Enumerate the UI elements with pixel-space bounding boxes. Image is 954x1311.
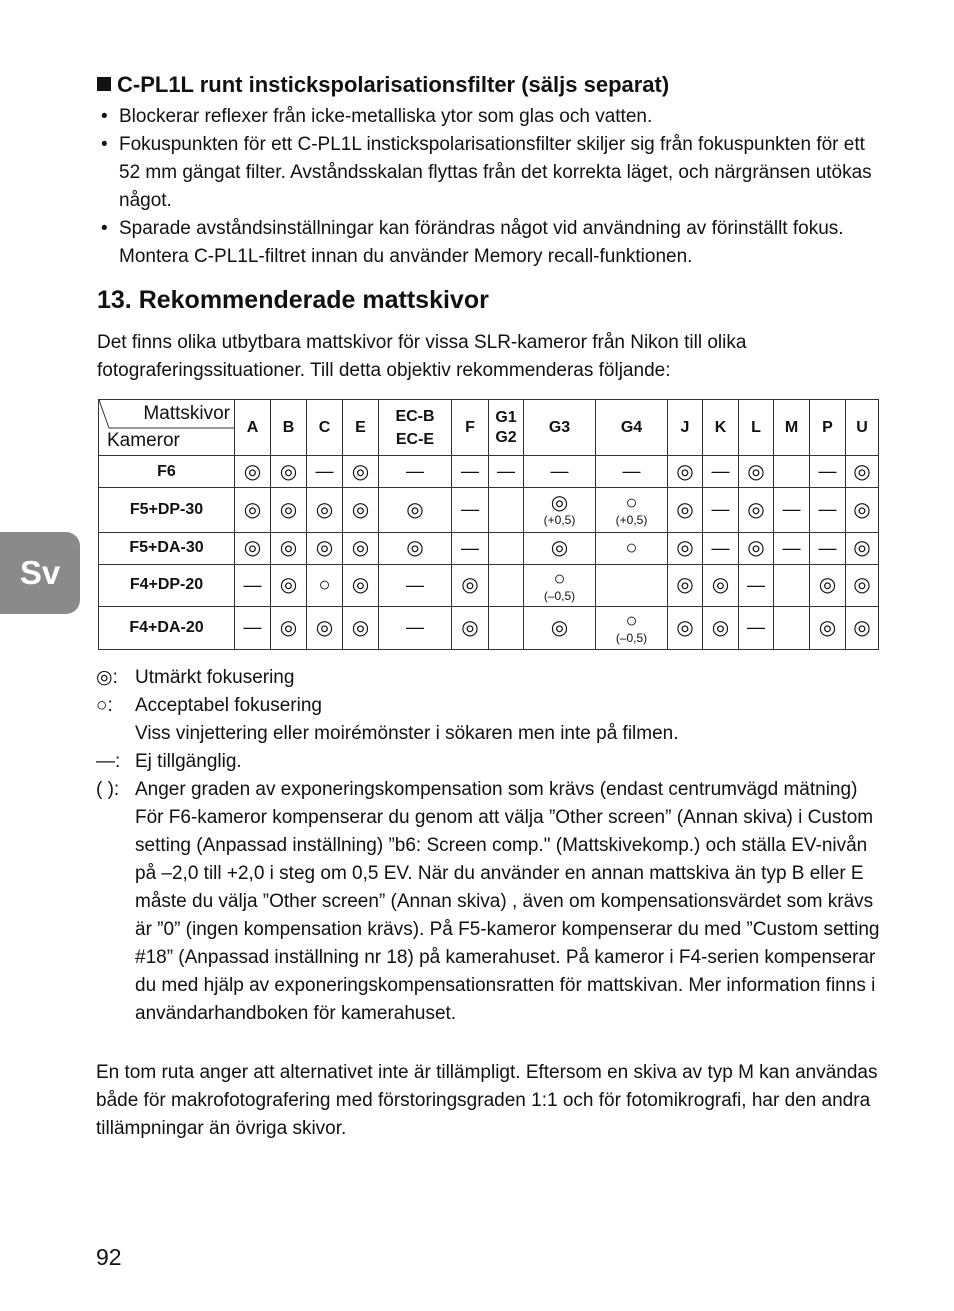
- col-header: B: [271, 400, 307, 456]
- camera-name-cell: F5+DA-30: [99, 532, 235, 564]
- not-available-icon: —: [747, 617, 765, 638]
- acceptable-focus-icon: ○: [625, 610, 638, 633]
- excellent-focus-icon: ◎: [351, 616, 370, 639]
- excellent-focus-icon: ◎: [279, 616, 298, 639]
- excellent-focus-icon: ◎: [550, 492, 569, 515]
- table-cell: [703, 532, 739, 564]
- table-cell: [739, 488, 774, 532]
- table-cell: [668, 456, 703, 488]
- not-available-icon: —: [782, 499, 801, 520]
- not-available-icon: —: [315, 461, 334, 482]
- table-cell: [668, 532, 703, 564]
- table-cell: [596, 564, 668, 606]
- table-cell: [810, 456, 846, 488]
- table-cell: [739, 564, 774, 606]
- table-cell: [343, 488, 379, 532]
- legend-item-parentheses: [96, 776, 886, 1028]
- col-header-g1: G1: [495, 408, 517, 426]
- table-cell: [703, 456, 739, 488]
- col-header: K: [703, 400, 739, 456]
- excellent-focus-icon: ◎: [406, 498, 424, 521]
- acceptable-focus-icon: ○: [553, 567, 566, 590]
- parentheses-symbol: ( ):: [96, 779, 120, 800]
- acceptable-focus-icon: ○: [318, 574, 331, 597]
- table-cell: [271, 532, 307, 564]
- table-cell: [235, 456, 271, 488]
- table-cell: [524, 488, 596, 532]
- excellent-focus-icon: ◎: [747, 537, 765, 560]
- legend-item-excellent: [96, 664, 886, 692]
- table-row: [99, 488, 879, 532]
- table-cell: [846, 456, 879, 488]
- table-cell: [379, 606, 452, 649]
- compensation-note: (+0,5): [543, 513, 576, 528]
- table-cell: [452, 532, 489, 564]
- not-available-icon: —: [243, 574, 262, 595]
- table-cell: [774, 456, 810, 488]
- not-available-icon: —: [747, 574, 765, 595]
- excellent-focus-icon: ◎: [818, 574, 837, 597]
- table-cell: [379, 564, 452, 606]
- table-cell: [774, 488, 810, 532]
- table-cell: [774, 606, 810, 649]
- table-cell: [846, 564, 879, 606]
- language-tab-sv: Sv: [0, 532, 80, 614]
- not-available-icon: —: [818, 499, 837, 520]
- not-available-icon: —: [782, 537, 801, 558]
- table-cell: [489, 564, 524, 606]
- excellent-focus-icon: ◎: [676, 616, 694, 639]
- acceptable-focus-icon: ○:: [96, 695, 113, 716]
- not-available-icon: —: [461, 537, 479, 558]
- table-cell: [524, 532, 596, 564]
- legend-acceptable-note: Viss vinjettering eller moirémönster i sökaren men inte på filmen.: [135, 723, 679, 744]
- section-title-screens: 13. Rekommenderade mattskivor: [97, 286, 489, 314]
- excellent-focus-icon: ◎: [676, 460, 694, 483]
- table-cell: [235, 564, 271, 606]
- not-available-icon: —: [461, 499, 479, 520]
- not-available-icon: —: [622, 461, 641, 482]
- table-cell: [596, 606, 668, 649]
- table-cell: [379, 456, 452, 488]
- excellent-focus-icon: ◎: [461, 574, 479, 597]
- legend: [96, 664, 886, 1028]
- bullet-item: • Blockerar reflexer från icke-metalliska ytor som glas och vatten.: [97, 103, 887, 131]
- excellent-focus-icon: ◎: [818, 616, 837, 639]
- focusing-screen-table: [98, 399, 879, 650]
- not-available-icon: —: [406, 617, 424, 638]
- col-header: L: [739, 400, 774, 456]
- table-cell: [739, 606, 774, 649]
- excellent-focus-icon: ◎: [315, 616, 334, 639]
- table-row: [99, 456, 879, 488]
- excellent-focus-icon: ◎: [676, 574, 694, 597]
- table-cell: [379, 488, 452, 532]
- table-cell: [307, 488, 343, 532]
- table-cell: [846, 532, 879, 564]
- col-header-ece: EC-E: [395, 430, 435, 448]
- table-cell: [596, 532, 668, 564]
- excellent-focus-icon: ◎: [853, 460, 871, 483]
- table-cell: [489, 488, 524, 532]
- table-cell: [810, 532, 846, 564]
- table-cell: [343, 564, 379, 606]
- excellent-focus-icon: ◎: [315, 498, 334, 521]
- excellent-focus-icon: ◎: [351, 537, 370, 560]
- acceptable-focus-icon: ○: [625, 492, 638, 515]
- not-available-icon: —: [711, 461, 730, 482]
- excellent-focus-icon: ◎: [315, 537, 334, 560]
- table-cell: [846, 488, 879, 532]
- not-available-icon: —: [461, 461, 479, 482]
- excellent-focus-icon: ◎: [711, 616, 730, 639]
- table-cell: [489, 456, 524, 488]
- table-cell: [452, 564, 489, 606]
- legend-text: Acceptabel fokusering: [135, 695, 322, 716]
- table-cell: [307, 456, 343, 488]
- square-bullet-icon: [97, 77, 111, 91]
- table-cell: [739, 456, 774, 488]
- table-cell: [524, 564, 596, 606]
- table-cell: [452, 488, 489, 532]
- not-available-icon: —: [497, 461, 515, 482]
- table-cell: [452, 606, 489, 649]
- table-cell: [379, 532, 452, 564]
- excellent-focus-icon: ◎: [279, 498, 298, 521]
- col-header: P: [810, 400, 846, 456]
- section-title-cpl1l: [97, 72, 669, 98]
- legend-item-na: [96, 748, 886, 776]
- col-header: U: [846, 400, 879, 456]
- excellent-focus-icon: ◎: [853, 574, 871, 597]
- table-row: [99, 564, 879, 606]
- camera-name-cell: F4+DA-20: [99, 606, 235, 649]
- excellent-focus-icon: ◎: [243, 460, 262, 483]
- compensation-note: (–0,5): [615, 631, 648, 646]
- table-cell: [596, 488, 668, 532]
- cpl1l-bullet-list: [97, 103, 887, 271]
- table-body: [99, 456, 879, 650]
- excellent-focus-icon: ◎: [351, 574, 370, 597]
- camera-name-cell: F4+DP-20: [99, 564, 235, 606]
- legend-item-acceptable: [96, 692, 886, 720]
- not-available-icon: —:: [96, 751, 121, 772]
- table-cell: [668, 488, 703, 532]
- page-number: 92: [96, 1244, 122, 1270]
- camera-name-cell: F6: [99, 456, 235, 488]
- table-cell: [739, 532, 774, 564]
- legend-text: Utmärkt fokusering: [135, 667, 295, 688]
- col-header: [379, 400, 452, 456]
- table-cell: [235, 532, 271, 564]
- table-cell: [235, 488, 271, 532]
- table-cell: [774, 564, 810, 606]
- col-header: F: [452, 400, 489, 456]
- excellent-focus-icon: ◎: [550, 537, 569, 560]
- not-available-icon: —: [406, 461, 424, 482]
- table-cell: [668, 564, 703, 606]
- table-cell: [524, 606, 596, 649]
- compensation-note: (–0,5): [543, 588, 576, 603]
- col-header: G4: [596, 400, 668, 456]
- not-available-icon: —: [711, 499, 730, 520]
- excellent-focus-icon: ◎: [243, 537, 262, 560]
- table-cell: [307, 606, 343, 649]
- table-cell: [810, 606, 846, 649]
- excellent-focus-icon: ◎: [711, 574, 730, 597]
- acceptable-focus-icon: ○: [625, 537, 638, 560]
- table-cell: [810, 564, 846, 606]
- table-cell: [452, 456, 489, 488]
- col-header: M: [774, 400, 810, 456]
- excellent-focus-icon: ◎: [853, 616, 871, 639]
- col-header: C: [307, 400, 343, 456]
- table-corner-cell: [99, 400, 235, 456]
- table-cell: [343, 532, 379, 564]
- table-cell: [343, 606, 379, 649]
- excellent-focus-icon: ◎: [853, 498, 871, 521]
- table-header-row: [99, 400, 879, 456]
- table-cell: [703, 606, 739, 649]
- excellent-focus-icon: ◎: [461, 616, 479, 639]
- excellent-focus-icon: ◎: [676, 498, 694, 521]
- col-header: J: [668, 400, 703, 456]
- not-available-icon: —: [818, 461, 837, 482]
- excellent-focus-icon: ◎: [243, 498, 262, 521]
- not-available-icon: —: [406, 574, 424, 595]
- excellent-focus-icon: ◎: [279, 460, 298, 483]
- col-header: E: [343, 400, 379, 456]
- closing-paragraph: En tom ruta anger att alternativet inte är tillämpligt. Eftersom en skiva av typ M kan användas både för makrofotografering med förstoringsgraden 1:1 och för fotomikrografi, har den andra tillämpningar än övriga skivor.: [96, 1062, 878, 1139]
- table-cell: [271, 606, 307, 649]
- excellent-focus-icon: ◎:: [96, 667, 118, 688]
- col-header: A: [235, 400, 271, 456]
- excellent-focus-icon: ◎: [550, 616, 569, 639]
- legend-text: Ej tillgänglig.: [135, 751, 242, 772]
- excellent-focus-icon: ◎: [676, 537, 694, 560]
- camera-name-cell: F5+DP-30: [99, 488, 235, 532]
- excellent-focus-icon: ◎: [747, 498, 765, 521]
- table-cell: [271, 488, 307, 532]
- table-cell: [343, 456, 379, 488]
- not-available-icon: —: [711, 537, 730, 558]
- bullet-item: • Sparade avståndsinställningar kan förändras något vid användning av förinställt fokus. Montera C-PL1L-filtret innan du använder Memory recall-funktionen.: [97, 215, 887, 271]
- table-cell: [271, 564, 307, 606]
- table-cell: [846, 606, 879, 649]
- not-available-icon: —: [818, 537, 837, 558]
- table-cell: [489, 606, 524, 649]
- excellent-focus-icon: ◎: [279, 574, 298, 597]
- excellent-focus-icon: ◎: [351, 460, 370, 483]
- intro-paragraph: Det finns olika utbytbara mattskivor för vissa SLR-kameror från Nikon till olika fotograferingssituationer. Till detta objektiv rekommenderas följande:: [97, 332, 747, 381]
- legend-text: Anger graden av exponeringskompensation som krävs (endast centrumvägd mätning) För F6-kameror kompenserar du genom att välja ”Other screen” (Annan skiva) i Custom setting (Anpassad inställning) ”b6: Screen comp." (Mattskivekomp.) och ställa EV-nivån på –2,0 till +2,0 i steg om 0,5 EV. När du använder en annan mattskiva än typ B eller E måste du välja ”Other screen” (Annan skiva) , även om kompensationsvärdet som krävs är ”0” (ingen kompensation krävs). På F5-kameror kompenserar du med ”Custom setting #18” (Anpassad inställning nr 18) på kamerahuset. På kameror i F4-serien kompenserar du med hjälp av exponeringskompensationsratten för mattskivan. Mer information finns i användarhandboken för kamerahuset.: [135, 779, 880, 1024]
- table-cell: [810, 488, 846, 532]
- table-cell: [774, 532, 810, 564]
- table-cell: [668, 606, 703, 649]
- table-cell: [703, 564, 739, 606]
- not-available-icon: —: [243, 617, 262, 638]
- table-cell: [271, 456, 307, 488]
- table-cell: [703, 488, 739, 532]
- table-cell: [307, 564, 343, 606]
- col-header-g2: G2: [495, 428, 517, 446]
- section-title-cpl1l-text: C-PL1L runt instickspolarisationsfilter (säljs separat): [117, 72, 670, 97]
- excellent-focus-icon: ◎: [406, 537, 424, 560]
- table-cell: [524, 456, 596, 488]
- table-cell: [596, 456, 668, 488]
- excellent-focus-icon: ◎: [351, 498, 370, 521]
- corner-label-cameras: Kameror: [107, 430, 180, 452]
- col-header: [489, 400, 524, 456]
- col-header: G3: [524, 400, 596, 456]
- table-cell: [307, 532, 343, 564]
- excellent-focus-icon: ◎: [279, 537, 298, 560]
- table-row: [99, 606, 879, 649]
- not-available-icon: —: [550, 461, 569, 482]
- table-cell: [489, 532, 524, 564]
- corner-label-screens: Mattskivor: [143, 403, 230, 424]
- table-cell: [235, 606, 271, 649]
- excellent-focus-icon: ◎: [747, 460, 765, 483]
- excellent-focus-icon: ◎: [853, 537, 871, 560]
- compensation-note: (+0,5): [615, 513, 648, 528]
- bullet-item: • Fokuspunkten för ett C-PL1L instickspolarisationsfilter skiljer sig från fokuspunkten för ett 52 mm gängat filter. Avståndsskalan flyttas från det korrekta läget, och närgränsen utökas något.: [97, 131, 887, 215]
- col-header-ecb: EC-B: [395, 407, 435, 425]
- table-row: [99, 532, 879, 564]
